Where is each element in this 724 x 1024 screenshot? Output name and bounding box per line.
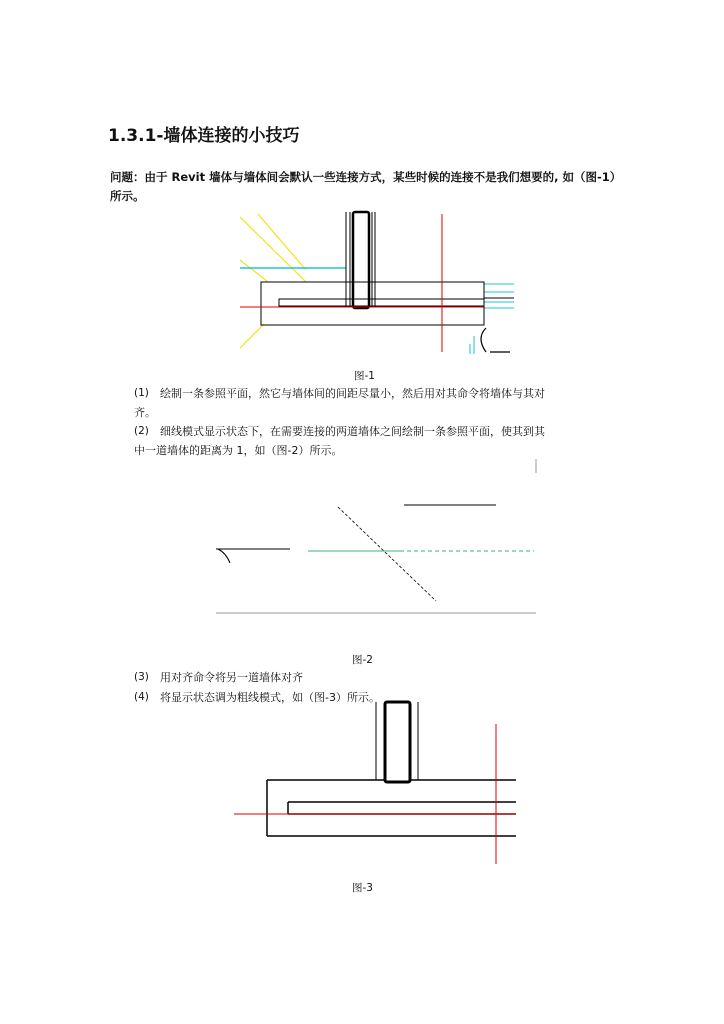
figure-3-caption: 图-3: [352, 882, 373, 894]
step-4-number: (4): [134, 691, 149, 703]
figure-1-wall-junction: [238, 212, 514, 358]
figure-2-reference-plane: [214, 455, 538, 615]
figure-1-caption: 图-1: [354, 370, 375, 382]
section-heading: 1.3.1-墙体连接的小技巧: [108, 126, 300, 146]
step-4-text: 将显示状态调为粗线模式，如（图-3）所示。: [160, 691, 380, 704]
step-3-number: (3): [134, 671, 149, 683]
step-1-text: 绘制一条参照平面，然它与墙体间的间距尽量小，然后用对其命令将墙体与其对: [160, 387, 545, 400]
step-3: [134, 668, 634, 688]
step-1-text-continued: 齐。: [134, 406, 156, 419]
step-2-number: (2): [134, 425, 149, 437]
step-2-text: 细线模式显示状态下，在需要连接的两道墙体之间绘制一条参照平面，使其到其: [160, 425, 545, 438]
step-1-number: (1): [134, 387, 149, 399]
figure-2-caption: 图-2: [352, 654, 373, 666]
step-1: [134, 384, 634, 424]
problem-statement: 问题：由于 Revit 墙体与墙体间会默认一些连接方式，某些时候的连接不是我们想要的, 如（图-1）所示。: [110, 170, 616, 203]
step-3-text: 用对齐命令将另一道墙体对齐: [160, 671, 303, 684]
figure-3-thick-line-join: [232, 702, 518, 866]
step-2-text-continued: 中一道墙体的距离为 1，如（图-2）所示。: [134, 444, 343, 457]
